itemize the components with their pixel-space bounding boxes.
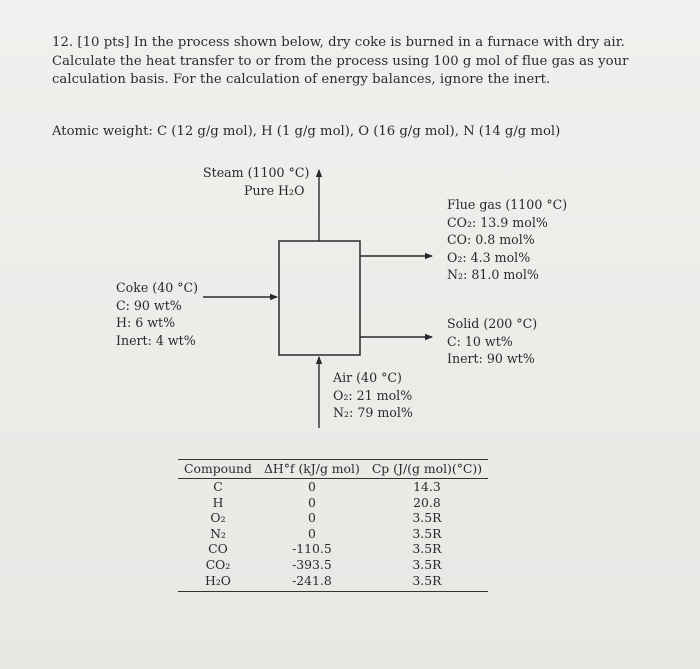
heat-capacity-cell: 3.5R (412, 541, 442, 557)
flue-gas-title: Flue gas (1100 °C) (447, 197, 568, 212)
coke-line: Inert: 4 wt% (116, 332, 196, 348)
air-title: Air (40 °C) (333, 370, 402, 385)
compound-cell: O₂ (210, 510, 226, 526)
solid-line: C: 10 wt% (447, 333, 513, 349)
compound-cell: CO₂ (205, 556, 231, 572)
air-line: O₂: 21 mol% (333, 387, 413, 403)
table-row (178, 510, 488, 526)
furnace-box (279, 241, 360, 355)
heat-capacity-cell: 14.3 (413, 479, 441, 494)
problem-number: 12. (52, 35, 74, 50)
heat-capacity-cell: 3.5R (412, 556, 442, 572)
air-line: N₂: 79 mol% (333, 405, 413, 420)
enthalpy-cell: 0 (307, 510, 316, 526)
enthalpy-cell: 0 (307, 479, 316, 494)
table-row (178, 495, 488, 511)
enthalpy-cell: -393.5 (292, 556, 332, 572)
solid-label (447, 315, 537, 368)
flue-gas-line: O₂: 4.3 mol% (447, 249, 531, 265)
header-enthalpy: ΔH°f (kJ/g mol) (258, 460, 366, 479)
table-row (178, 479, 488, 495)
steam-title: Steam (1100 °C) (203, 165, 310, 180)
steam-composition: Pure H₂O (244, 182, 305, 198)
enthalpy-cell: -241.8 (258, 573, 366, 592)
header-heat-capacity: Cp (J/(g mol)(°C)) (366, 460, 488, 479)
thermo-properties-table (178, 459, 488, 592)
solid-title: Solid (200 °C) (447, 316, 538, 331)
compound-cell: H (212, 494, 224, 510)
header-compound: Compound (178, 460, 258, 479)
solid-line: Inert: 90 wt% (447, 351, 535, 366)
flue-gas-line: N₂: 81.0 mol% (447, 267, 539, 282)
table-row (178, 557, 488, 573)
flue-gas-line: CO₂: 13.9 mol% (447, 214, 548, 230)
table-row (178, 573, 488, 592)
flue-gas-label (447, 196, 567, 284)
table-row (178, 526, 488, 542)
enthalpy-cell: 0 (307, 494, 316, 510)
heat-capacity-cell: 20.8 (413, 494, 441, 510)
heat-capacity-cell: 3.5R (412, 525, 442, 541)
problem-text: In the process shown below, dry coke is burned in a furnace with dry air. Calculate the heat transfer to or from the process using 100 g mol of flue gas as your calculation basis. For the calculation of energy balances, ignore the inert. (52, 35, 629, 87)
heat-capacity-cell: 3.5R (412, 510, 442, 526)
compound-cell: H₂O (178, 573, 258, 592)
steam-label (203, 164, 309, 199)
problem-points: [10 pts] (77, 35, 130, 50)
atomic-weights: Atomic weight: C (12 g/g mol), H (1 g/g mol), O (16 g/g mol), N (14 g/g mol) (52, 124, 561, 139)
air-label (333, 369, 413, 422)
compound-cell: C (213, 479, 223, 494)
enthalpy-cell: -110.5 (292, 541, 332, 557)
coke-title: Coke (40 °C) (116, 280, 199, 295)
table-header-row (178, 460, 488, 479)
compound-cell: CO (208, 541, 228, 557)
compound-cell: N₂ (210, 525, 226, 541)
enthalpy-cell: 0 (307, 525, 316, 541)
coke-line: C: 90 wt% (116, 297, 182, 313)
table-row (178, 541, 488, 557)
heat-capacity-cell: 3.5R (366, 573, 488, 592)
flue-gas-line: CO: 0.8 mol% (447, 232, 535, 247)
coke-label (116, 279, 198, 349)
coke-line: H: 6 wt% (116, 315, 176, 330)
